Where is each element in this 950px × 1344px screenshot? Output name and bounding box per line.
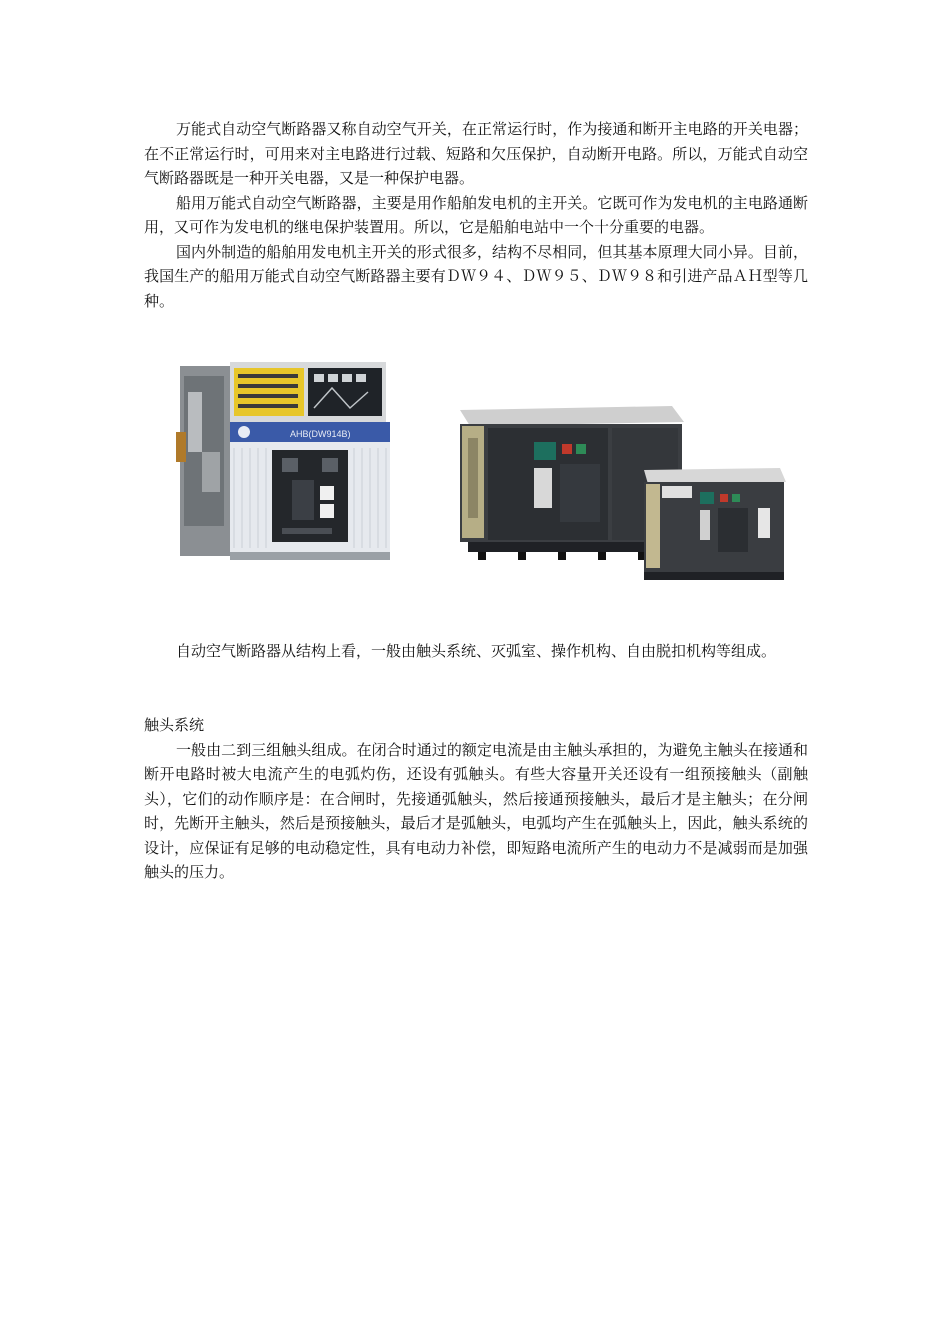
breaker-model-label: AHB(DW914B) bbox=[290, 429, 351, 439]
paragraph-definition: 万能式自动空气断路器又称自动空气开关，在正常运行时，作为接通和断开主电路的开关电器；在不正常运行时，可用来对主电路进行过载、短路和欠压保护，自动断开电路。所以，万能式自动空气断路器既是一种开关电器，又是一种保护电器。 bbox=[144, 120, 808, 187]
intro-text-block bbox=[144, 117, 808, 313]
paragraph-marine-use: 船用万能式自动空气断路器，主要是用作船舶发电机的主开关。它既可作为发电机的主电路通断用，又可作为发电机的继电保护装置用。所以，它是船舶电站中一个十分重要的电器。 bbox=[144, 193, 808, 236]
contacts-section bbox=[144, 713, 808, 885]
section-heading: 触头系统 bbox=[144, 716, 205, 734]
paragraph-models: 国内外制造的船舶用发电机主开关的形式很多，结构不尽相同，但其基本原理大同小异。目前，我国生产的船用万能式自动空气断路器主要有ＤＷ９４、ＤＷ９５、ＤＷ９８和引进产品ＡＨ型等几种。 bbox=[144, 242, 808, 310]
breaker-photo-right bbox=[448, 398, 790, 584]
paragraph-structure: 自动空气断路器从结构上看，一般由触头系统、灭弧室、操作机构、自由脱扣机构等组成。 bbox=[176, 642, 777, 660]
structure-text-block bbox=[144, 639, 808, 664]
paragraph-contacts: 一般由二到三组触头组成。在闭合时通过的额定电流是由主触头承担的，为避免主触头在接通和断开电路时被大电流产生的电弧灼伤，还设有弧触头。有些大容量开关还设有一组预接触头（副触头），它们的动作顺序是：在合闸时，先接通弧触头，然后接通预接触头，最后才是主触头；在分闸时，先断开主触头，然后是预接触头，最后才是弧触头，电弧均产生在弧触头上，因此，触头系统的设计，应保证有足够的电动稳定性，具有电动力补偿，即短路电流所产生的电动力不是减弱而是加强触头的压力。 bbox=[144, 740, 808, 881]
breaker-photo-left bbox=[172, 352, 406, 574]
